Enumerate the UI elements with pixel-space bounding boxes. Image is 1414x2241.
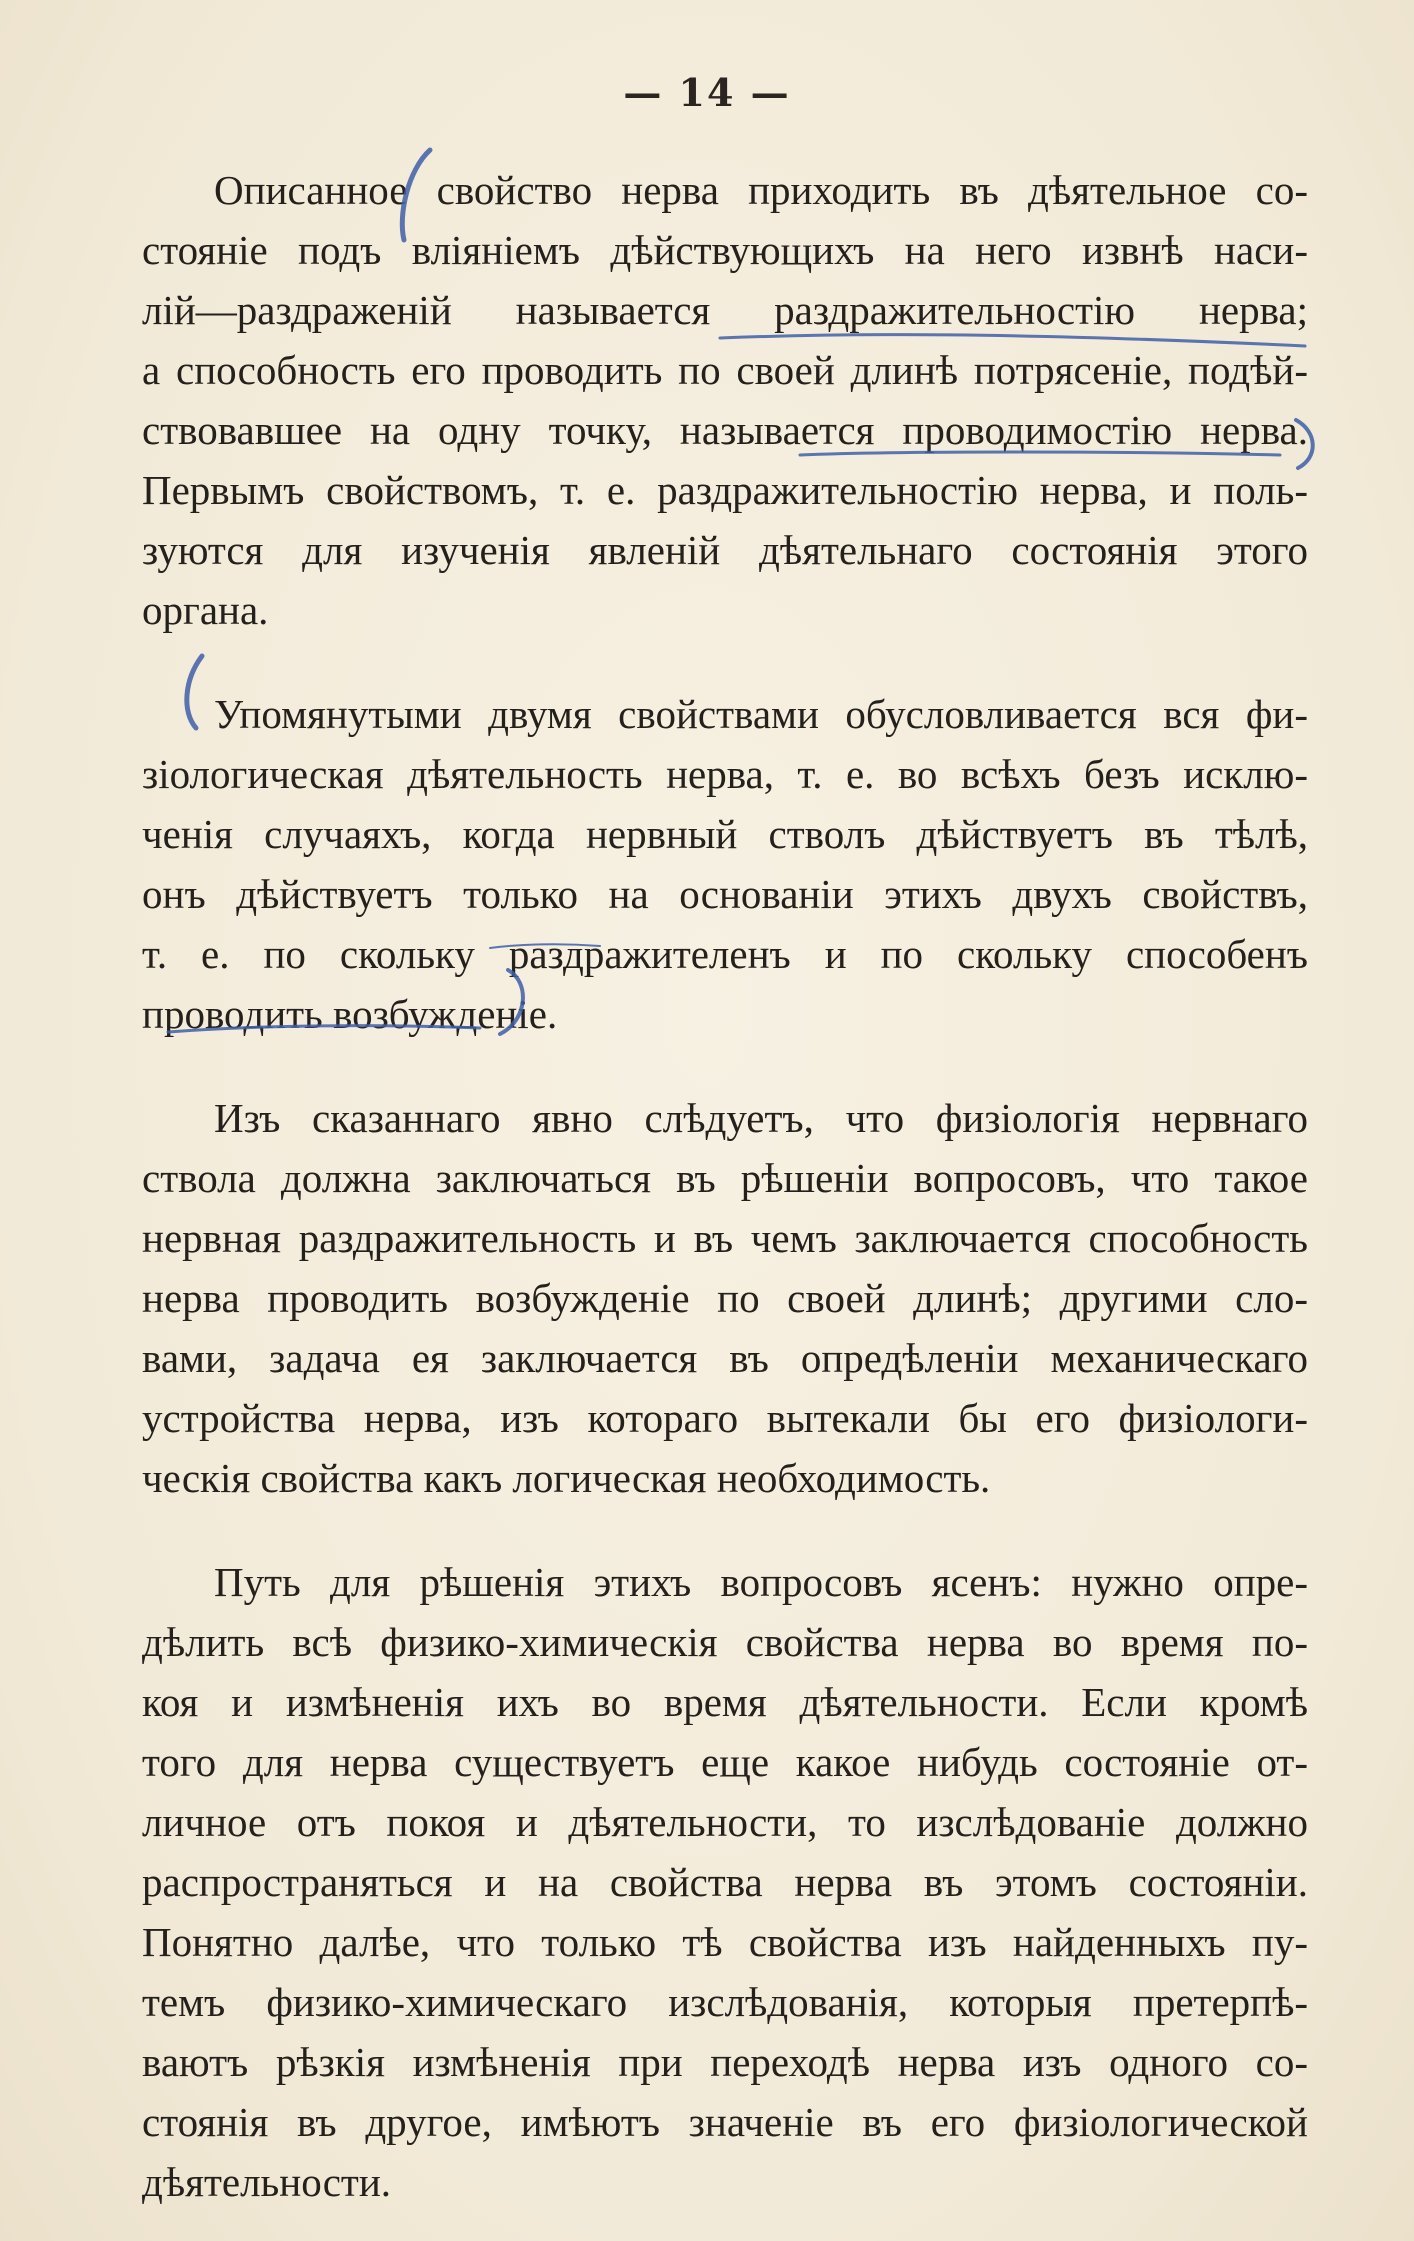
text-line: Упомянутыми двумя свойствами обусловливается вся фи- (214, 691, 1308, 737)
text-line: стоянія въ другое, имѣютъ значеніе въ его физіологической (142, 2099, 1308, 2145)
text-line: Изъ сказаннаго явно слѣдуетъ, что физіологія нервнаго (214, 1095, 1308, 1141)
text-line: нерва проводить возбужденіе по своей длинѣ; другими сло- (142, 1275, 1308, 1321)
paragraph-2 (142, 684, 1308, 1044)
text-line: дѣятельности. (142, 2159, 392, 2205)
paragraph-4 (142, 1552, 1308, 2212)
text-line: того для нерва существуетъ еще какое нибудь состояніе от- (142, 1739, 1308, 1785)
text-line: дѣлить всѣ физико-химическія свойства нерва во время по- (142, 1619, 1308, 1665)
text-line: зіологическая дѣятельность нерва, т. е. во всѣхъ безъ исклю- (142, 751, 1308, 797)
text-line: а способность его проводить по своей длинѣ потрясеніе, подѣй- (142, 347, 1308, 393)
body-text (142, 160, 1308, 2212)
text-line: Первымъ свойствомъ, т. е. раздражительностію нерва, и поль- (142, 467, 1308, 513)
text-line: зуются для изученія явленій дѣятельнаго состоянія этого (142, 527, 1308, 573)
paragraph-1 (142, 160, 1308, 640)
text-line: ченія случаяхъ, когда нервный стволъ дѣйствуетъ въ тѣлѣ, (142, 811, 1308, 857)
text-line: Описанное свойство нерва приходить въ дѣятельное со- (214, 167, 1308, 213)
text-line: т. е. по скольку раздражителенъ и по скольку способенъ (142, 931, 1308, 977)
text-line: органа. (142, 587, 269, 633)
text-line: проводить возбужденіе. (142, 991, 558, 1037)
text-line: темъ физико-химическаго изслѣдованія, которыя претерпѣ- (142, 1979, 1308, 2025)
page-number: — 14 — (623, 70, 791, 115)
text-line: ческія свойства какъ логическая необходимость. (142, 1455, 991, 1501)
text-line: ствола должна заключаться въ рѣшеніи вопросовъ, что такое (142, 1155, 1308, 1201)
text-line: устройства нерва, изъ котораго вытекали бы его физіологи- (142, 1395, 1308, 1441)
text-line: нервная раздражительность и въ чемъ заключается способность (142, 1215, 1308, 1261)
paragraph-3 (142, 1088, 1308, 1508)
text-line: вами, задача ея заключается въ опредѣленіи механическаго (142, 1335, 1308, 1381)
text-line: ствовавшее на одну точку, называется проводимостію нерва. (142, 407, 1308, 453)
text-line: распространяться и на свойства нерва въ этомъ состояніи. (142, 1859, 1308, 1905)
text-line: лій—раздраженій называется раздражительностію нерва; (142, 287, 1308, 333)
text-line: Путь для рѣшенія этихъ вопросовъ ясенъ: нужно опре- (214, 1559, 1308, 1605)
text-line: ваютъ рѣзкія измѣненія при переходѣ нерва изъ одного со- (142, 2039, 1308, 2085)
text-line: онъ дѣйствуетъ только на основаніи этихъ двухъ свойствъ, (142, 871, 1308, 917)
text-line: личное отъ покоя и дѣятельности, то изслѣдованіе должно (142, 1799, 1308, 1845)
text-line: стояніе подъ вліяніемъ дѣйствующихъ на него извнѣ наси- (142, 227, 1308, 273)
text-line: Понятно далѣе, что только тѣ свойства изъ найденныхъ пу- (142, 1919, 1308, 1965)
text-line: коя и измѣненія ихъ во время дѣятельности. Если кромѣ (142, 1679, 1308, 1725)
